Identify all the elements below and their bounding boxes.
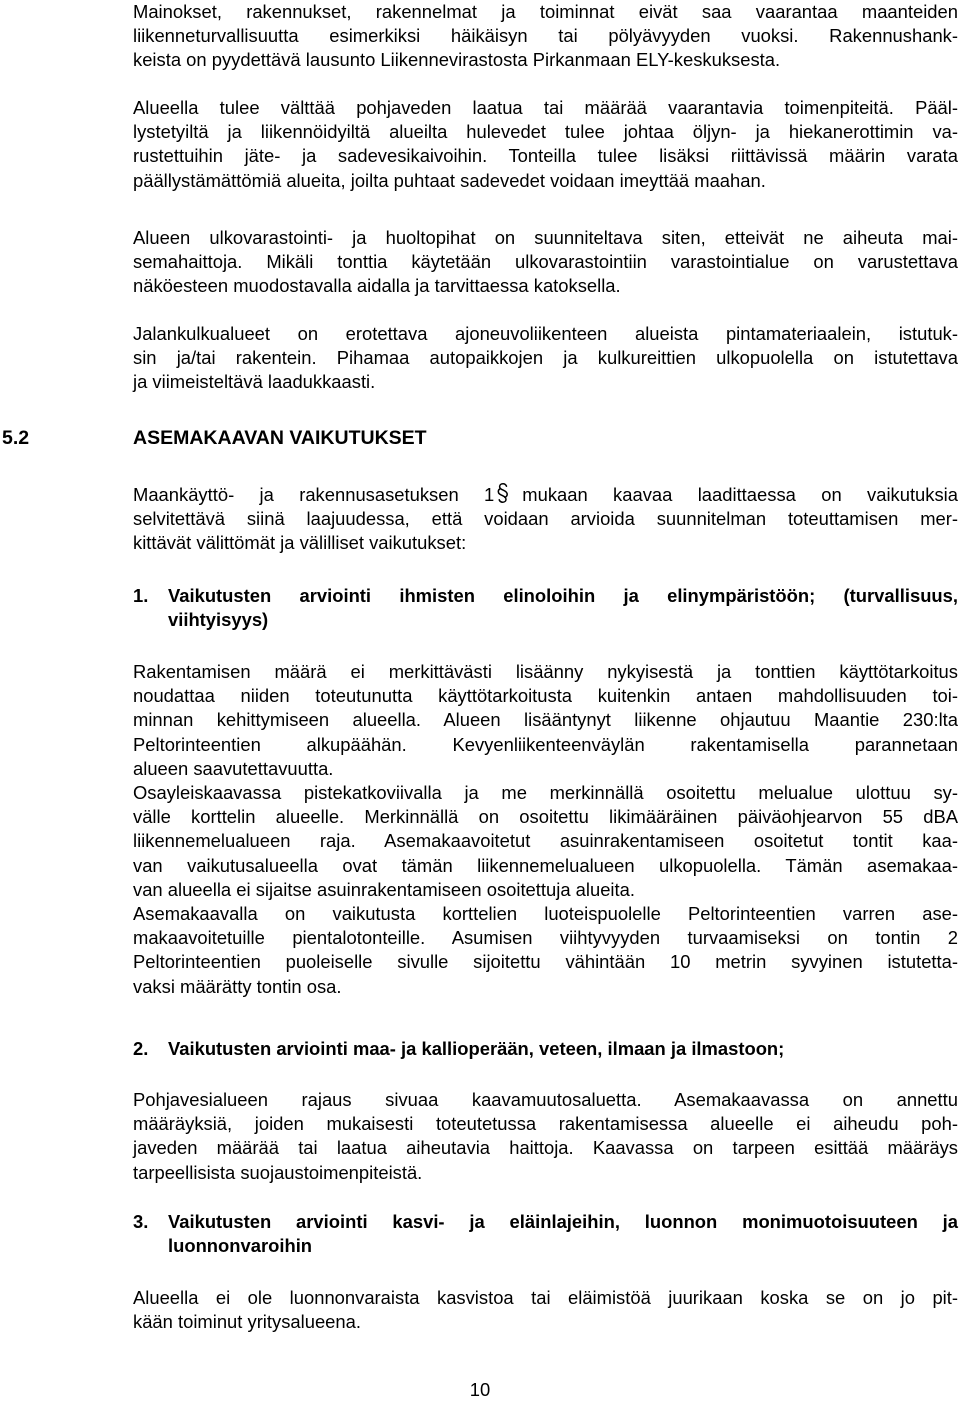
item-body [133,1286,958,1334]
text-line: minnan kehittymiseen alueella. Alueen lisääntynyt liikenne ohjautuu Maantie 230:lta [133,709,958,731]
text-line: määräyksiä, joiden mukaisesti toteutetussa rakentamisessa alueelle ei aiheudu poh- [133,1113,958,1135]
text-line: Peltorinteentien alkupäähän. Kevyenliikenteenväylän rakentamisella parannetaan [133,733,958,755]
text-line: lystetyiltä ja liikennöidyiltä alueilta hulevedet tulee johtaa öljyn- ja hiekanerottimin va- [133,121,958,143]
paragraph-groundwater [133,96,958,193]
item-body [133,660,958,999]
text-line: Asemakaavalla on vaikutusta korttelien luoteispuolelle Peltorinteentien varren ase- [133,903,958,925]
text-line: noudattaa niiden toteutunutta käyttötarkoitusta kuitenkin antaen mahdollisuuden toi- [133,685,958,707]
section-number: 5.2 [2,427,30,449]
item-title-line: Vaikutusten arviointi maa- ja kallioperään, veteen, ilmaan ja ilmastoon; [168,1038,785,1059]
text-line: Osayleiskaavassa pistekatkoviivalla ja me merkinnällä osoitettu melualue ulottuu sy- [133,782,958,804]
section-title: ASEMAKAAVAN VAIKUTUKSET [133,427,427,449]
item-title [168,1210,958,1258]
text-line: Rakentamisen määrä ei merkittävästi lisäänny nykyisestä ja tonttien käyttötarkoitus [133,661,958,682]
text-line: Mainokset, rakennukset, rakennelmat ja toiminnat eivät saa vaarantaa maanteiden [133,1,958,22]
text-line: rustettuihin jäte- ja sadevesikaivoihin. Tonteilla tulee lisäksi riittävissä määrin varata [133,145,958,167]
text-line: Pohjavesialueen rajaus sivuaa kaavamuutosaluetta. Asemakaavassa on annettu [133,1089,958,1110]
item-title-line: Vaikutusten arviointi kasvi- ja eläinlajeihin, luonnon monimuotoisuuteen ja [168,1211,958,1232]
text-line: kittävät välittömät ja välilliset vaikutukset: [133,532,467,554]
text-line: van alueella ei sijaitse asuinrakentamiseen osoitettuja alueita. [133,878,635,900]
text-line: van vaikutusalueella ovat tämän liikennemelualueen ulkopuolella. Tämän asemakaa- [133,854,958,876]
item-body [133,1088,958,1185]
text-line: Jalankulkualueet on erotettava ajoneuvoliikenteen alueista pintamateriaalein, istutuk- [133,323,958,344]
item-number: 2. [133,1038,149,1059]
intro-text-before: Maankäyttö- ja rakennusasetuksen 1 [133,484,495,505]
item-title-line: luonnonvaroihin [168,1235,313,1257]
text-line: Alueella ei ole luonnonvaraista kasvistoa tai eläimistöä juurikaan koska se on jo pit- [133,1287,958,1308]
text-line: kään toiminut yritysalueena. [133,1311,361,1333]
text-line: selvitettävä siinä laajuudessa, että voidaan arvioida suunnitelman toteuttamisen mer- [133,508,958,530]
paragraph-intro [133,482,958,556]
item-title [168,584,958,632]
paragraph-advertising [133,0,958,73]
text-line: semahaittoja. Mikäli tonttia käytetään ulkovarastointiin varastointialue on varustettava [133,251,958,273]
text-line [133,482,958,507]
text-line: javeden määrää tai laatua aiheutavia haittoja. Kaavassa on tarpeen esittää määräys [133,1137,958,1159]
text-line: liikennemelualueen raja. Asemakaavoitetut asuinrakentamiseen osoitetut tontit kaa- [133,830,958,852]
text-line: keista on pyydettävä lausunto Liikennevirastosta Pirkanmaan ELY-keskuksesta. [133,49,781,71]
item-title [168,1037,958,1061]
text-line: tarpeellisista suojaustoimenpiteistä. [133,1161,423,1183]
paragraph-outdoor-storage [133,226,958,299]
text-line: Alueen ulkovarastointi- ja huoltopihat on suunniteltava siten, etteivät ne aiheuta mai- [133,227,958,248]
intro-text-after: mukaan kaavaa laadittaessa on vaikutuksia [522,484,958,505]
text-line: näköesteen muodostavalla aidalla ja tarvittaessa katoksella. [133,275,621,297]
text-line: Alueella tulee välttää pohjaveden laatua tai määrää vaarantavia toimenpiteitä. Pääl- [133,97,958,118]
item-number: 3. [133,1211,149,1232]
text-line: makaavoitetuille pientalotonteille. Asumisen viihtyvyyden turvaamiseksi on tontin 2 [133,927,958,949]
text-line: alueen saavutettavuutta. [133,757,334,779]
text-line: liikenneturvallisuutta esimerkiksi häikäisyn tai pölyävyyden vuoksi. Rakennushank- [133,25,958,47]
text-line: Peltorinteentien puoleiselle sivulle sijoitettu vähintään 10 metrin syvyinen istutetta- [133,951,958,973]
text-line: päällystämättömiä alueita, joilta puhtaat sadevedet voidaan imeyttää maahan. [133,169,766,191]
item-title-line: viihtyisyys) [168,609,269,631]
item-number: 1. [133,585,149,606]
item-title-line: Vaikutusten arviointi ihmisten elinoloihin ja elinympäristöön; (turvallisuus, [168,585,958,606]
section-sign-icon [496,482,510,504]
paragraph-pedestrian-areas [133,322,958,395]
text-line: vaksi määrätty tontin osa. [133,975,342,997]
page-number: 10 [469,1379,491,1400]
text-line: ja viimeisteltävä laadukkaasti. [133,371,376,393]
text-line: välle korttelin alueelle. Merkinnällä on osoitettu likimääräinen päiväohjearvon 55 dBA [133,806,958,828]
text-line: sin ja/tai rakentein. Pihamaa autopaikkojen ja kulkureittien ulkopuolella on istutettava [133,347,958,369]
